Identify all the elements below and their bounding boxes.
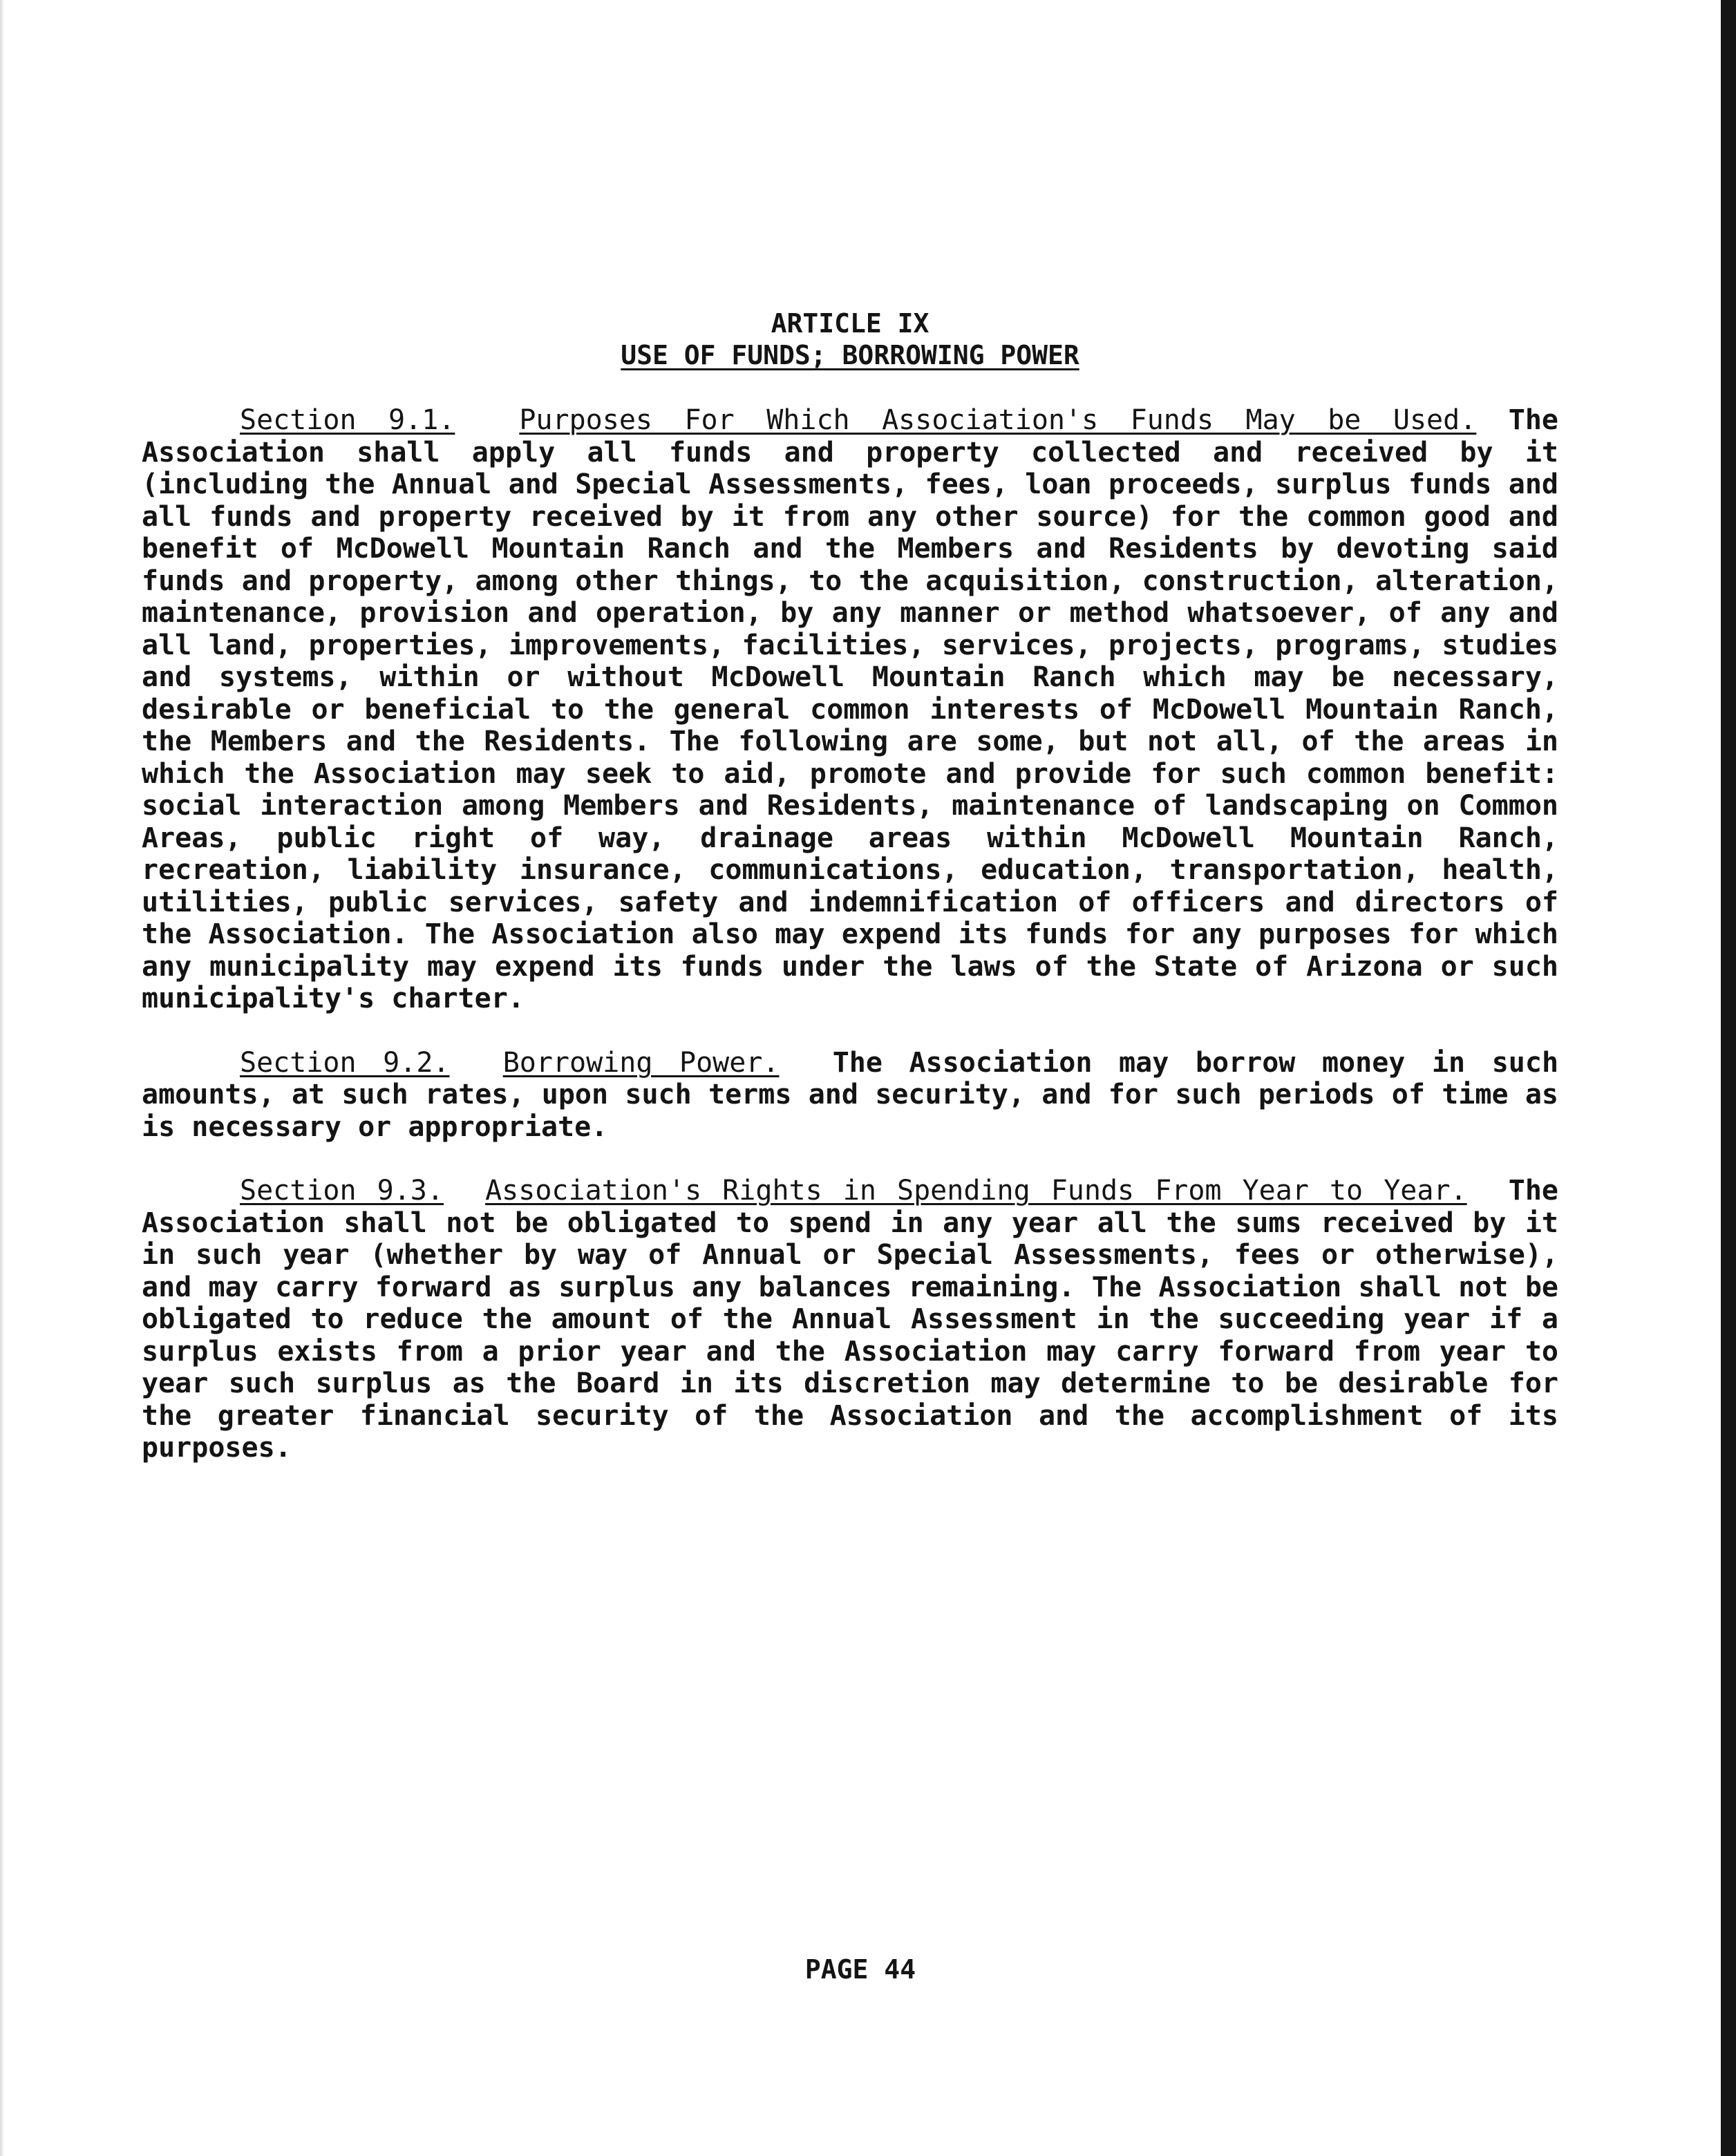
section-9-3-heading: Association's Rights in Spending Funds From Year to Year. xyxy=(485,1175,1467,1207)
section-9-2-label: Section 9.2. xyxy=(240,1046,450,1079)
scan-edge-right xyxy=(1721,0,1736,2156)
section-9-1-heading: Purposes For Which Association's Funds May be Used. xyxy=(519,404,1477,436)
article-heading xyxy=(142,308,1558,371)
section-9-2-body: The Association may borrow money in such amounts, at such rates, upon such terms and security, and for such periods of time as is necessary or appropriate. xyxy=(142,1046,1559,1143)
section-9-1-label: Section 9.1. xyxy=(240,404,455,436)
section-9-3 xyxy=(142,1175,1558,1464)
section-9-2 xyxy=(142,1047,1558,1144)
page-number: PAGE 44 xyxy=(804,1954,916,1985)
document-page xyxy=(142,308,1558,1492)
article-title: USE OF FUNDS; BORROWING POWER xyxy=(621,340,1079,370)
section-9-3-body: The Association shall not be obligated to spend in any year all the sums received by it in such year (whether by way of Annual or Special Assessments, fees or otherwise), and may carry forward as surplus any balances remaining. The Association shall not be obligated to reduce the amount of the Annual Assessment in the succeeding year if a surplus exists from a prior year and the Association may carry forward from year to year such surplus as the Board in its discretion may determine to be desirable for the greater financial security of the Association and the accomplishment of its purposes. xyxy=(142,1175,1558,1464)
section-9-1-body: The Association shall apply all funds and property collected and received by it (including the Annual and Special Assessments, fees, loan proceeds, surplus funds and all funds and property received by it from any other source) for the common good and benefit of McDowell Mountain Ranch and the Members and Residents by devoting said funds and property, among other things, to the acquisition, construction, alteration, maintenance, provision and operation, by any manner or method whatsoever, of any and all land, properties, improvements, facilities, services, projects, programs, studies and systems, within or without McDowell Mountain Ranch which may be necessary, desirable or beneficial to the general common interests of McDowell Mountain Ranch, the Members and the Residents. The following are some, but not all, of the areas in which the Association may seek to aid, promote and provide for such common benefit: social interaction among Members and Residents, maintenance of landscaping on Common Areas, public right of way, drainage areas within McDowell Mountain Ranch, recreation, liability insurance, communications, education, transportation, health, utilities, public services, safety and indemnification of officers and directors of the Association. The Association also may expend its funds for any purposes for which any municipality may expend its funds under the laws of the State of Arizona or such municipality's charter. xyxy=(142,404,1559,1014)
section-9-3-label: Section 9.3. xyxy=(240,1175,444,1207)
section-9-2-heading: Borrowing Power. xyxy=(502,1046,780,1079)
article-number: ARTICLE IX xyxy=(771,308,930,339)
section-9-1 xyxy=(142,404,1558,1015)
scan-edge-left xyxy=(0,0,4,2156)
